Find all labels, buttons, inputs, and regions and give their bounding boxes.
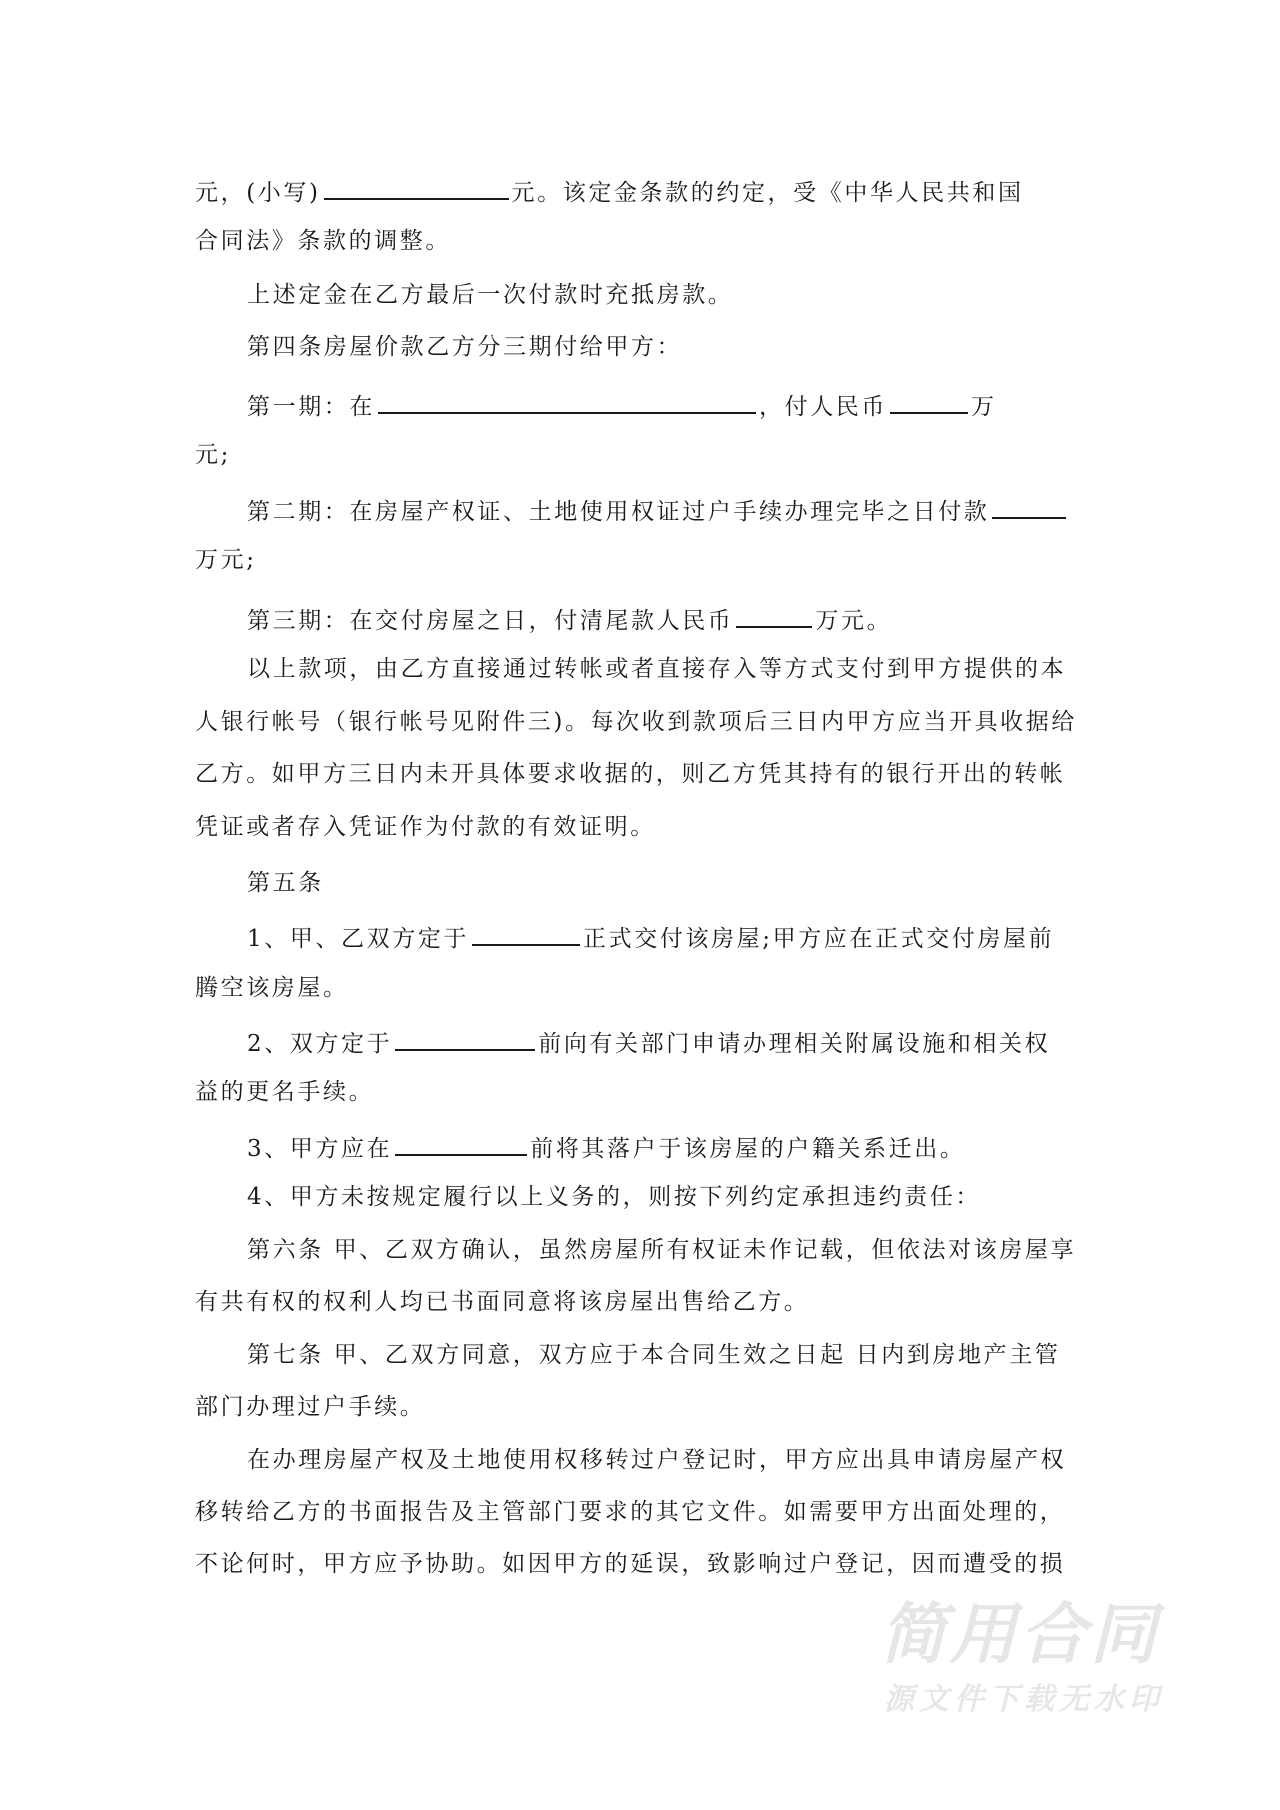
text-line [247, 1445, 1090, 1475]
fill-in-blank[interactable] [395, 1025, 535, 1051]
line-text: 第三期：在交付房屋之日，付清尾款人民币 [247, 608, 734, 634]
fill-in-blank[interactable] [890, 388, 968, 414]
fill-in-blank[interactable] [378, 388, 756, 414]
line-text: 第五条 [247, 870, 324, 896]
line-text: ，付人民币 [759, 394, 887, 420]
line-text: 正式交付该房屋;甲方应在正式交付房屋前 [583, 926, 1055, 952]
line-text: 凭证或者存入凭证作为付款的有效证明。 [195, 814, 656, 840]
line-text: 元，(小写) [195, 180, 321, 206]
line-text: 在办理房屋产权及土地使用权移转过户登记时，甲方应出具申请房屋产权 [247, 1447, 1067, 1473]
text-line [195, 174, 1090, 204]
line-text: 4、甲方未按规定履行以上义务的，则按下列约定承担违约责任： [247, 1184, 982, 1210]
line-text: 不论何时，甲方应予协助。如因甲方的延误，致影响过户登记，因而遭受的损 [195, 1551, 1066, 1577]
line-text: 乙方。如甲方三日内未开具体要求收据的，则乙方凭其持有的银行开出的转帐 [195, 761, 1066, 787]
text-line [247, 1025, 1090, 1055]
text-line [195, 1497, 1090, 1527]
line-text: 万 [971, 394, 997, 420]
line-text: 有共有权的权利人均已书面同意将该房屋出售给乙方。 [195, 1289, 810, 1315]
text-line [195, 1392, 1090, 1422]
line-text: 合同法》条款的调整。 [195, 228, 451, 254]
text-line [195, 973, 1090, 1003]
fill-in-blank[interactable] [992, 493, 1066, 519]
line-text: 腾空该房屋。 [195, 975, 349, 1001]
watermark [880, 1595, 1210, 1725]
line-text: 部门办理过户手续。 [195, 1394, 426, 1420]
line-text: 第七条 甲、乙双方同意，双方应于本合同生效之日起 日内到房地产主管 [247, 1342, 1061, 1368]
line-text: 前向有关部门申请办理相关附属设施和相关权 [538, 1031, 1051, 1057]
text-line [195, 1077, 1090, 1107]
fill-in-blank[interactable] [395, 1130, 527, 1156]
text-line [195, 545, 1090, 575]
text-line [195, 1549, 1090, 1579]
line-text: 人银行帐号（银行帐号见附件三)。每次收到款项后三日内甲方应当开具收据给 [195, 709, 1077, 735]
line-text: 元; [195, 442, 231, 468]
article-heading [247, 868, 1090, 898]
text-line [247, 1130, 1090, 1160]
line-text: 益的更名手续。 [195, 1079, 375, 1105]
line-text: 第四条房屋价款乙方分三期付给甲方： [247, 334, 683, 360]
line-text: 元。该定金条款的约定，受《中华人民共和国 [511, 180, 1024, 206]
text-line [247, 388, 1090, 418]
line-text: 第二期：在房屋产权证、土地使用权证过户手续办理完毕之日付款 [247, 499, 990, 525]
article-heading [247, 332, 1090, 362]
line-text: 1、甲、乙双方定于 [247, 926, 470, 952]
line-text: 上述定金在乙方最后一次付款时充抵房款。 [247, 282, 734, 308]
text-line [195, 707, 1090, 737]
line-text: 以上款项，由乙方直接通过转帐或者直接存入等方式支付到甲方提供的本 [247, 656, 1067, 682]
fill-in-blank[interactable] [324, 174, 509, 200]
text-line [247, 1182, 1090, 1212]
text-line [247, 602, 1090, 632]
text-line [195, 226, 1090, 256]
article-paragraph [247, 1340, 1090, 1370]
text-line [195, 812, 1090, 842]
fill-in-blank[interactable] [472, 920, 580, 946]
watermark-title: 简用合同 [880, 1596, 1160, 1673]
line-text: 万元。 [815, 608, 893, 634]
line-text: 2、双方定于 [247, 1031, 393, 1057]
line-text: 第一期：在 [247, 394, 375, 420]
text-line [247, 493, 1090, 523]
line-text: 万元; [195, 547, 257, 573]
text-line [247, 280, 1090, 310]
text-line [247, 920, 1090, 950]
line-text: 移转给乙方的书面报告及主管部门要求的其它文件。如需要甲方出面处理的， [195, 1499, 1066, 1525]
line-text: 第六条 甲、乙双方确认，虽然房屋所有权证未作记载，但依法对该房屋享 [247, 1237, 1077, 1263]
line-text: 前将其落户于该房屋的户籍关系迁出。 [530, 1136, 966, 1162]
fill-in-blank[interactable] [736, 602, 812, 628]
text-line [195, 440, 1090, 470]
article-paragraph [247, 1235, 1090, 1265]
text-line [195, 1287, 1090, 1317]
watermark-subtitle: 源文件下载无水印 [884, 1682, 1164, 1717]
text-line [195, 759, 1090, 789]
line-text: 3、甲方应在 [247, 1136, 393, 1162]
text-line [247, 654, 1090, 684]
